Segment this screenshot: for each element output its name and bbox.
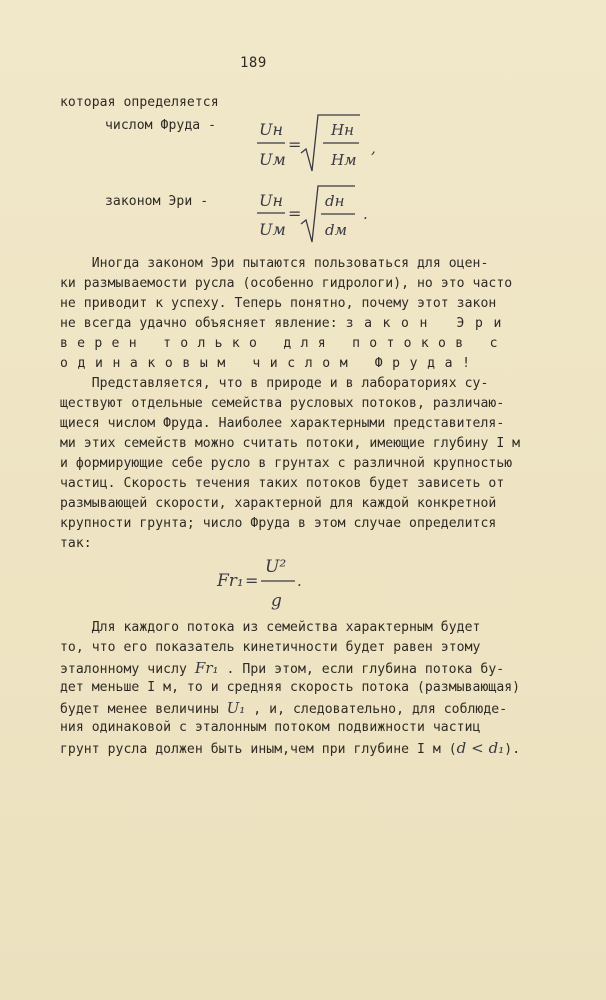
text-span: эталонному числу — [60, 662, 195, 677]
airy-formula — [255, 182, 455, 248]
airy-radicand-denominator: dм — [325, 221, 348, 239]
text-line — [60, 738, 520, 760]
froude-trailing-comma: , — [371, 139, 376, 157]
airy-label: законом Эри - — [105, 194, 209, 209]
text-span: не всегда удачно объясняет явление: — [60, 316, 346, 331]
froude-radicand-numerator: Hн — [331, 121, 354, 139]
text-line: и формирующие себе русло в грунтах с различной крупностью — [60, 456, 513, 471]
text-line: Для каждого потока из семейства характерным будет — [60, 620, 481, 635]
text-line: размывающей скорости, характерной для каждой конкретной — [60, 496, 497, 511]
airy-radicand-numerator: dн — [325, 192, 345, 210]
text-line: ми этих семейств можно считать потоки, имеющие глубину I м — [60, 436, 521, 451]
fr1-denominator: g — [271, 591, 282, 611]
inline-inequality: d < d₁ — [456, 739, 505, 757]
text-line: так: — [60, 536, 92, 551]
text-line: дет меньше I м, то и средняя скорость потока (размывающая) — [60, 680, 521, 695]
text-line — [60, 314, 512, 334]
page-number: 189 — [240, 55, 267, 71]
froude-radicand-denominator: Hм — [331, 151, 357, 169]
text-line: Представляется, что в природе и в лабораториях су- — [60, 376, 489, 391]
spaced-emphasis-line: одинаковым числом Фруда! — [60, 356, 480, 371]
text-line: ния одинаковой с эталонным потоком подвижности частиц — [60, 720, 481, 735]
text-span: грунт русла должен быть иным,чем при глубине I м ( — [60, 742, 457, 757]
fr1-trailing-period: . — [297, 572, 302, 590]
text-line — [60, 698, 507, 720]
froude-equals: = — [288, 135, 302, 154]
text-line: которая определяется — [60, 95, 219, 110]
text-line: ки размываемости русла (особенно гидрологи), но это часто — [60, 276, 513, 291]
spaced-emphasis: закон Эри — [345, 316, 512, 331]
text-line: частиц. Скорость течения таких потоков будет зависеть от — [60, 476, 505, 491]
froude-numerator: Uн — [259, 120, 284, 139]
fr1-lhs: Fr₁ — [217, 571, 244, 591]
fr1-equals: = — [245, 571, 259, 590]
airy-denominator: Uм — [259, 220, 286, 239]
froude-label: числом Фруда - — [105, 118, 217, 133]
text-line: крупности грунта; число Фруда в этом случае определится — [60, 516, 497, 531]
text-span: ). — [504, 742, 521, 757]
inline-u1-symbol: U₁ — [226, 699, 246, 717]
airy-equals: = — [288, 204, 302, 223]
text-line: то, что его показатель кинетичности будет равен этому — [60, 640, 481, 655]
airy-trailing-period: . — [363, 205, 368, 223]
froude-formula — [255, 113, 455, 179]
text-line: ществуют отдельные семейства русловых потоков, различаю- — [60, 396, 505, 411]
airy-numerator: Uн — [259, 191, 284, 210]
spaced-emphasis-line: верен только для потоков с — [60, 336, 507, 351]
text-line: щиеся числом Фруда. Наиболее характерными представителя- — [60, 416, 505, 431]
inline-fr1-symbol: Fr₁ — [194, 659, 219, 677]
fr1-formula — [215, 550, 335, 618]
text-line — [60, 658, 504, 680]
text-span: , и, следовательно, для соблюде- — [245, 702, 508, 717]
text-span: . При этом, если глубина потока бу- — [218, 662, 505, 677]
fr1-numerator: U² — [265, 557, 287, 577]
text-span: будет менее величины — [60, 702, 227, 717]
text-line: Иногда законом Эри пытаются пользоваться для оцен- — [60, 256, 489, 271]
froude-denominator: Uм — [259, 150, 286, 169]
text-line: не приводит к успеху. Теперь понятно, почему этот закон — [60, 296, 497, 311]
